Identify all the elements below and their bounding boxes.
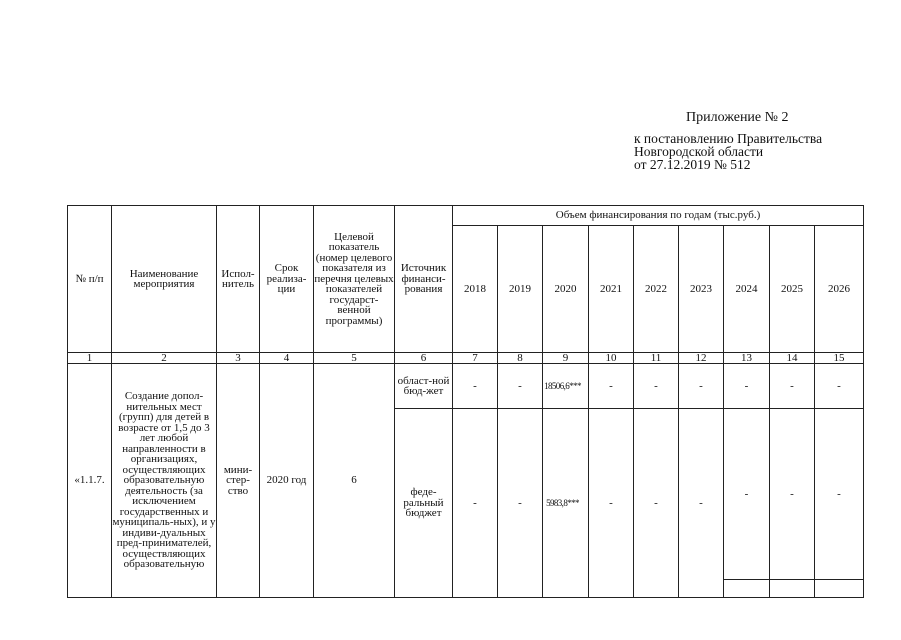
- year-header: 2019: [498, 226, 543, 353]
- value-cell: -: [453, 409, 498, 598]
- row-num: «1.1.7.: [68, 364, 112, 598]
- value-cell: -: [815, 364, 864, 409]
- header-source: Источник финанси-рования: [395, 206, 453, 353]
- row-target: 6: [314, 364, 395, 598]
- column-number-row: [68, 353, 864, 364]
- header-target: Целевой показатель (номер целевого показателя из перечня целевых показателей государст-венной программы): [314, 206, 395, 353]
- col-number: 9: [543, 353, 589, 364]
- col-number: 5: [314, 353, 395, 364]
- value-cell: -: [679, 364, 724, 409]
- empty-cell: [724, 580, 770, 598]
- year-header: 2024: [724, 226, 770, 353]
- value-cell: -: [589, 409, 634, 598]
- year-header: 2025: [770, 226, 815, 353]
- col-number: 15: [815, 353, 864, 364]
- source-name: област-ной бюд-жет: [395, 364, 453, 409]
- row-term: 2020 год: [260, 364, 314, 598]
- header-executor: Испол-нитель: [217, 206, 260, 353]
- year-header: 2026: [815, 226, 864, 353]
- year-header: 2020: [543, 226, 589, 353]
- value-cell: -: [498, 364, 543, 409]
- year-header: 2021: [589, 226, 634, 353]
- col-number: 3: [217, 353, 260, 364]
- year-header: 2022: [634, 226, 679, 353]
- header-term: Срок реализа-ции: [260, 206, 314, 353]
- year-header: 2018: [453, 226, 498, 353]
- col-number: 6: [395, 353, 453, 364]
- row-name: Создание допол-нительных мест (групп) для детей в возрасте от 1,5 до 3 лет любой направленности в организациях, осуществляющих образовательную деятельность (за исключением государственных и муниципаль-ных), и у индиви-дуальных пред-принимателей, осуществляющих образовательную: [112, 364, 217, 598]
- value-cell: -: [589, 364, 634, 409]
- value-cell: -: [770, 364, 815, 409]
- header-line-3: от 27.12.2019 № 512: [634, 157, 751, 172]
- header-line-2: Новгородской области: [634, 144, 764, 159]
- document-header: [634, 111, 822, 171]
- col-number: 14: [770, 353, 815, 364]
- col-number: 1: [68, 353, 112, 364]
- value-cell: -: [634, 409, 679, 598]
- value-cell: 5983,8***: [546, 497, 579, 508]
- value-cell: -: [770, 409, 815, 580]
- col-number: 13: [724, 353, 770, 364]
- header-line-1: к постановлению Правительства: [634, 131, 823, 146]
- col-number: 12: [679, 353, 724, 364]
- value-cell: -: [634, 364, 679, 409]
- value-cell: -: [724, 364, 770, 409]
- col-number: 2: [112, 353, 217, 364]
- value-cell: -: [498, 409, 543, 598]
- source-name: феде-ральный бюджет: [395, 409, 453, 598]
- table-row: [68, 364, 864, 409]
- header-num: № п/п: [68, 206, 112, 353]
- appendix-title: Приложение № 2: [686, 110, 789, 125]
- financing-table: [67, 205, 864, 598]
- value-cell: -: [724, 409, 770, 580]
- value-cell: -: [453, 364, 498, 409]
- col-number: 11: [634, 353, 679, 364]
- empty-cell: [815, 580, 864, 598]
- value-cell: -: [679, 409, 724, 598]
- col-number: 10: [589, 353, 634, 364]
- row-executor: мини-стер-ство: [217, 364, 260, 598]
- value-cell: 18506,6***: [544, 380, 581, 391]
- empty-cell: [770, 580, 815, 598]
- header-volume: Объем финансирования по годам (тыс.руб.): [453, 206, 864, 226]
- col-number: 8: [498, 353, 543, 364]
- col-number: 7: [453, 353, 498, 364]
- value-cell: -: [815, 409, 864, 580]
- year-header: 2023: [679, 226, 724, 353]
- col-number: 4: [260, 353, 314, 364]
- header-name: Наименование мероприятия: [112, 206, 217, 353]
